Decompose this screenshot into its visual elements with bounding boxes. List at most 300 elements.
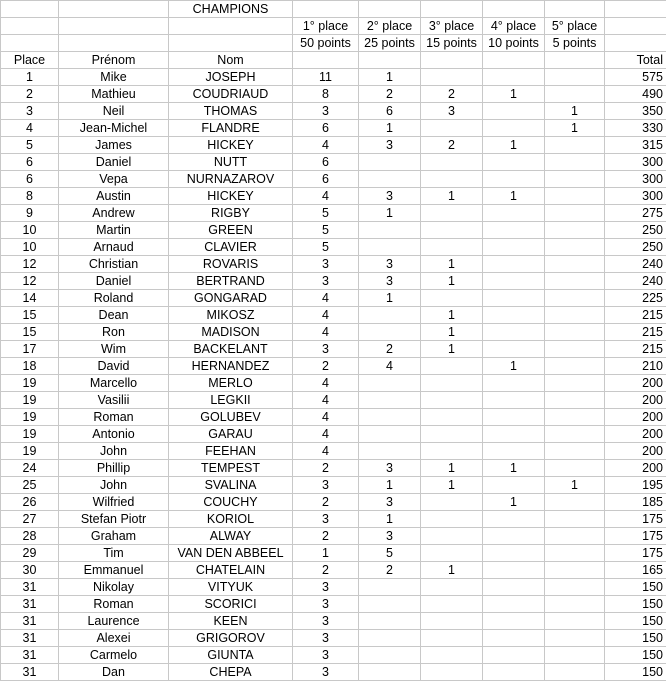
cell-nom[interactable]: GONGARAD (169, 290, 293, 307)
cell[interactable] (605, 1, 666, 18)
cell-1st[interactable]: 1 (293, 545, 359, 562)
cell-4th[interactable]: 1 (483, 460, 545, 477)
cell-1st[interactable]: 4 (293, 188, 359, 205)
cell-prenom[interactable]: Vasilii (59, 392, 169, 409)
cell[interactable] (169, 18, 293, 35)
cell-5th[interactable] (545, 375, 605, 392)
cell-5th[interactable] (545, 324, 605, 341)
cell-5th[interactable] (545, 579, 605, 596)
cell-1st[interactable]: 6 (293, 154, 359, 171)
cell-1st[interactable]: 4 (293, 307, 359, 324)
cell-total[interactable]: 150 (605, 647, 666, 664)
cell-place[interactable]: 31 (1, 596, 59, 613)
cell-place[interactable]: 19 (1, 409, 59, 426)
cell-place[interactable]: 30 (1, 562, 59, 579)
cell-total[interactable]: 575 (605, 69, 666, 86)
cell-5th[interactable]: 1 (545, 120, 605, 137)
cell-place[interactable]: 12 (1, 256, 59, 273)
cell-place[interactable]: 2 (1, 86, 59, 103)
cell-place[interactable]: 28 (1, 528, 59, 545)
cell-total[interactable]: 275 (605, 205, 666, 222)
cell-prenom[interactable]: Arnaud (59, 239, 169, 256)
cell-nom[interactable]: KORIOL (169, 511, 293, 528)
cell-2nd[interactable] (359, 426, 421, 443)
cell-3rd[interactable]: 1 (421, 460, 483, 477)
cell-3rd[interactable] (421, 154, 483, 171)
cell-total[interactable]: 210 (605, 358, 666, 375)
cell-place[interactable]: 31 (1, 664, 59, 681)
cell-nom[interactable]: ROVARIS (169, 256, 293, 273)
cell-3rd[interactable] (421, 290, 483, 307)
cell[interactable] (359, 52, 421, 69)
cell-4th[interactable] (483, 596, 545, 613)
cell-total[interactable]: 490 (605, 86, 666, 103)
cell-prenom[interactable]: Martin (59, 222, 169, 239)
cell-prenom[interactable]: Daniel (59, 273, 169, 290)
cell[interactable] (1, 35, 59, 52)
cell-total[interactable]: 200 (605, 375, 666, 392)
cell-4th[interactable] (483, 222, 545, 239)
cell-place[interactable]: 6 (1, 154, 59, 171)
cell-nom[interactable]: SVALINA (169, 477, 293, 494)
cell-place[interactable]: 24 (1, 460, 59, 477)
cell-3rd[interactable]: 2 (421, 86, 483, 103)
cell-3rd[interactable] (421, 375, 483, 392)
cell-prenom[interactable]: Roman (59, 596, 169, 613)
cell-prenom[interactable]: Tim (59, 545, 169, 562)
cell-3rd[interactable] (421, 630, 483, 647)
cell-place[interactable]: 17 (1, 341, 59, 358)
cell-3rd[interactable] (421, 171, 483, 188)
cell-nom[interactable]: TEMPEST (169, 460, 293, 477)
cell-nom[interactable]: FEEHAN (169, 443, 293, 460)
cell-5th[interactable] (545, 188, 605, 205)
cell-prenom[interactable]: Daniel (59, 154, 169, 171)
cell-3rd[interactable] (421, 222, 483, 239)
cell-4th[interactable] (483, 477, 545, 494)
cell-1st[interactable]: 3 (293, 103, 359, 120)
cell-2nd[interactable]: 3 (359, 188, 421, 205)
cell-4th[interactable]: 1 (483, 494, 545, 511)
cell-5th[interactable] (545, 86, 605, 103)
cell-3rd[interactable]: 2 (421, 137, 483, 154)
cell-4th[interactable]: 1 (483, 86, 545, 103)
cell-prenom[interactable]: Neil (59, 103, 169, 120)
cell-prenom[interactable]: Dan (59, 664, 169, 681)
cell-total[interactable]: 150 (605, 579, 666, 596)
cell-nom[interactable]: HERNANDEZ (169, 358, 293, 375)
cell-total[interactable]: 225 (605, 290, 666, 307)
cell-1st[interactable]: 2 (293, 358, 359, 375)
cell-5th[interactable] (545, 443, 605, 460)
cell-1st[interactable]: 3 (293, 664, 359, 681)
cell-2nd[interactable]: 1 (359, 205, 421, 222)
cell-1st[interactable]: 11 (293, 69, 359, 86)
cell-2nd[interactable] (359, 239, 421, 256)
cell-place[interactable]: 6 (1, 171, 59, 188)
cell-2nd[interactable] (359, 392, 421, 409)
cell-place[interactable]: 31 (1, 579, 59, 596)
header-2nd-points[interactable]: 25 points (359, 35, 421, 52)
cell-2nd[interactable]: 3 (359, 494, 421, 511)
cell-4th[interactable] (483, 375, 545, 392)
cell[interactable] (1, 1, 59, 18)
cell-1st[interactable]: 6 (293, 120, 359, 137)
cell-5th[interactable] (545, 409, 605, 426)
cell-1st[interactable]: 3 (293, 647, 359, 664)
cell-3rd[interactable] (421, 409, 483, 426)
cell-3rd[interactable]: 1 (421, 562, 483, 579)
cell-1st[interactable]: 5 (293, 222, 359, 239)
cell-total[interactable]: 300 (605, 171, 666, 188)
cell-2nd[interactable]: 1 (359, 290, 421, 307)
cell-nom[interactable]: ALWAY (169, 528, 293, 545)
cell-1st[interactable]: 2 (293, 528, 359, 545)
cell-5th[interactable] (545, 307, 605, 324)
cell[interactable] (421, 1, 483, 18)
cell-3rd[interactable]: 1 (421, 341, 483, 358)
cell-2nd[interactable] (359, 307, 421, 324)
cell-place[interactable]: 12 (1, 273, 59, 290)
cell-prenom[interactable]: Nikolay (59, 579, 169, 596)
header-2nd-place[interactable]: 2° place (359, 18, 421, 35)
cell-total[interactable]: 150 (605, 596, 666, 613)
cell-total[interactable]: 215 (605, 341, 666, 358)
cell-1st[interactable]: 3 (293, 273, 359, 290)
cell-total[interactable]: 175 (605, 545, 666, 562)
cell-4th[interactable] (483, 256, 545, 273)
cell-prenom[interactable]: Antonio (59, 426, 169, 443)
cell-nom[interactable]: CHATELAIN (169, 562, 293, 579)
cell-nom[interactable]: CLAVIER (169, 239, 293, 256)
cell-1st[interactable]: 4 (293, 290, 359, 307)
cell-5th[interactable] (545, 647, 605, 664)
cell-4th[interactable] (483, 392, 545, 409)
cell-3rd[interactable] (421, 69, 483, 86)
header-3rd-points[interactable]: 15 points (421, 35, 483, 52)
cell-1st[interactable]: 6 (293, 171, 359, 188)
cell-total[interactable]: 300 (605, 154, 666, 171)
cell-total[interactable]: 185 (605, 494, 666, 511)
cell-4th[interactable] (483, 290, 545, 307)
cell-1st[interactable]: 4 (293, 443, 359, 460)
cell-total[interactable]: 150 (605, 664, 666, 681)
cell-place[interactable]: 5 (1, 137, 59, 154)
cell-prenom[interactable]: Mike (59, 69, 169, 86)
cell-4th[interactable] (483, 511, 545, 528)
cell-total[interactable]: 165 (605, 562, 666, 579)
cell-3rd[interactable] (421, 392, 483, 409)
cell-2nd[interactable] (359, 647, 421, 664)
cell-2nd[interactable] (359, 664, 421, 681)
cell-nom[interactable]: LEGKII (169, 392, 293, 409)
cell-4th[interactable] (483, 171, 545, 188)
cell-5th[interactable] (545, 562, 605, 579)
cell-3rd[interactable]: 1 (421, 256, 483, 273)
cell-3rd[interactable]: 1 (421, 477, 483, 494)
cell-1st[interactable]: 3 (293, 630, 359, 647)
cell-3rd[interactable] (421, 494, 483, 511)
cell-nom[interactable]: CHEPA (169, 664, 293, 681)
cell-place[interactable]: 1 (1, 69, 59, 86)
cell[interactable] (169, 35, 293, 52)
cell-4th[interactable] (483, 103, 545, 120)
cell-4th[interactable] (483, 528, 545, 545)
cell-1st[interactable]: 3 (293, 613, 359, 630)
cell-nom[interactable]: THOMAS (169, 103, 293, 120)
cell-2nd[interactable] (359, 171, 421, 188)
cell-prenom[interactable]: Austin (59, 188, 169, 205)
cell[interactable] (605, 18, 666, 35)
cell-3rd[interactable] (421, 205, 483, 222)
cell[interactable] (545, 1, 605, 18)
cell-4th[interactable] (483, 664, 545, 681)
cell-5th[interactable] (545, 528, 605, 545)
cell-2nd[interactable] (359, 579, 421, 596)
header-total[interactable]: Total (605, 52, 666, 69)
cell-2nd[interactable] (359, 375, 421, 392)
header-4th-points[interactable]: 10 points (483, 35, 545, 52)
cell-4th[interactable]: 1 (483, 358, 545, 375)
cell-5th[interactable] (545, 613, 605, 630)
cell[interactable] (59, 1, 169, 18)
cell[interactable] (59, 18, 169, 35)
cell-prenom[interactable]: James (59, 137, 169, 154)
cell-place[interactable]: 19 (1, 375, 59, 392)
cell-prenom[interactable]: Wim (59, 341, 169, 358)
cell-4th[interactable] (483, 341, 545, 358)
cell-total[interactable]: 330 (605, 120, 666, 137)
cell[interactable] (359, 1, 421, 18)
cell-prenom[interactable]: John (59, 477, 169, 494)
cell-2nd[interactable]: 3 (359, 137, 421, 154)
cell-3rd[interactable] (421, 613, 483, 630)
cell-4th[interactable] (483, 273, 545, 290)
cell-nom[interactable]: VAN DEN ABBEEL (169, 545, 293, 562)
cell-1st[interactable]: 8 (293, 86, 359, 103)
cell-nom[interactable]: NURNAZAROV (169, 171, 293, 188)
cell-place[interactable]: 29 (1, 545, 59, 562)
cell-prenom[interactable]: Roman (59, 409, 169, 426)
cell-4th[interactable] (483, 443, 545, 460)
cell-3rd[interactable]: 1 (421, 307, 483, 324)
cell-prenom[interactable]: Christian (59, 256, 169, 273)
cell-total[interactable]: 240 (605, 256, 666, 273)
cell-total[interactable]: 240 (605, 273, 666, 290)
cell-prenom[interactable]: Graham (59, 528, 169, 545)
cell-nom[interactable]: FLANDRE (169, 120, 293, 137)
cell-2nd[interactable] (359, 443, 421, 460)
cell-nom[interactable]: MIKOSZ (169, 307, 293, 324)
cell-5th[interactable] (545, 358, 605, 375)
cell-place[interactable]: 18 (1, 358, 59, 375)
cell-5th[interactable] (545, 630, 605, 647)
cell-4th[interactable] (483, 562, 545, 579)
cell-4th[interactable] (483, 154, 545, 171)
cell-prenom[interactable]: Ron (59, 324, 169, 341)
cell-prenom[interactable]: Carmelo (59, 647, 169, 664)
cell-5th[interactable] (545, 341, 605, 358)
cell-2nd[interactable] (359, 613, 421, 630)
cell-place[interactable]: 31 (1, 613, 59, 630)
header-nom[interactable]: Nom (169, 52, 293, 69)
cell-nom[interactable]: BACKELANT (169, 341, 293, 358)
cell[interactable] (545, 52, 605, 69)
cell-3rd[interactable] (421, 120, 483, 137)
cell-4th[interactable] (483, 205, 545, 222)
cell-2nd[interactable]: 3 (359, 256, 421, 273)
cell-nom[interactable]: GOLUBEV (169, 409, 293, 426)
cell-prenom[interactable]: Vepa (59, 171, 169, 188)
cell-2nd[interactable]: 1 (359, 477, 421, 494)
cell-4th[interactable] (483, 307, 545, 324)
cell-total[interactable]: 150 (605, 613, 666, 630)
cell-total[interactable]: 175 (605, 528, 666, 545)
header-5th-points[interactable]: 5 points (545, 35, 605, 52)
cell-2nd[interactable] (359, 630, 421, 647)
cell-1st[interactable]: 3 (293, 341, 359, 358)
cell-3rd[interactable] (421, 426, 483, 443)
cell-prenom[interactable]: Mathieu (59, 86, 169, 103)
cell-2nd[interactable] (359, 154, 421, 171)
cell-4th[interactable] (483, 613, 545, 630)
cell-total[interactable]: 250 (605, 239, 666, 256)
cell-total[interactable]: 200 (605, 426, 666, 443)
cell-2nd[interactable]: 1 (359, 69, 421, 86)
cell-4th[interactable] (483, 324, 545, 341)
cell-5th[interactable] (545, 273, 605, 290)
cell-5th[interactable] (545, 154, 605, 171)
cell-2nd[interactable]: 1 (359, 120, 421, 137)
cell-5th[interactable]: 1 (545, 103, 605, 120)
cell-place[interactable]: 8 (1, 188, 59, 205)
cell-1st[interactable]: 4 (293, 137, 359, 154)
cell-prenom[interactable]: John (59, 443, 169, 460)
cell-place[interactable]: 15 (1, 324, 59, 341)
cell-2nd[interactable] (359, 324, 421, 341)
cell-nom[interactable]: MERLO (169, 375, 293, 392)
cell-1st[interactable]: 4 (293, 324, 359, 341)
cell-2nd[interactable]: 5 (359, 545, 421, 562)
cell[interactable] (293, 1, 359, 18)
cell-5th[interactable] (545, 171, 605, 188)
cell-place[interactable]: 25 (1, 477, 59, 494)
cell-total[interactable]: 200 (605, 392, 666, 409)
cell-total[interactable]: 200 (605, 409, 666, 426)
cell-nom[interactable]: GARAU (169, 426, 293, 443)
cell-place[interactable]: 4 (1, 120, 59, 137)
cell-place[interactable]: 15 (1, 307, 59, 324)
cell[interactable] (1, 18, 59, 35)
cell-nom[interactable]: VITYUK (169, 579, 293, 596)
header-1st-points[interactable]: 50 points (293, 35, 359, 52)
cell-place[interactable]: 19 (1, 426, 59, 443)
cell-3rd[interactable] (421, 511, 483, 528)
cell-prenom[interactable]: Laurence (59, 613, 169, 630)
cell-prenom[interactable]: Stefan Piotr (59, 511, 169, 528)
cell-1st[interactable]: 4 (293, 392, 359, 409)
cell-prenom[interactable]: Emmanuel (59, 562, 169, 579)
cell-2nd[interactable]: 3 (359, 528, 421, 545)
cell-3rd[interactable] (421, 545, 483, 562)
header-3rd-place[interactable]: 3° place (421, 18, 483, 35)
cell[interactable] (605, 35, 666, 52)
cell-5th[interactable] (545, 256, 605, 273)
cell-1st[interactable]: 3 (293, 256, 359, 273)
cell-5th[interactable] (545, 596, 605, 613)
cell-5th[interactable] (545, 222, 605, 239)
cell-3rd[interactable] (421, 596, 483, 613)
cell-3rd[interactable]: 1 (421, 273, 483, 290)
cell-3rd[interactable] (421, 358, 483, 375)
cell-nom[interactable]: COUCHY (169, 494, 293, 511)
cell-5th[interactable] (545, 545, 605, 562)
cell-5th[interactable] (545, 494, 605, 511)
cell-total[interactable]: 150 (605, 630, 666, 647)
cell-3rd[interactable] (421, 664, 483, 681)
header-1st-place[interactable]: 1° place (293, 18, 359, 35)
cell-3rd[interactable] (421, 579, 483, 596)
cell-prenom[interactable]: Marcello (59, 375, 169, 392)
cell-total[interactable]: 200 (605, 460, 666, 477)
cell-nom[interactable]: RIGBY (169, 205, 293, 222)
cell-3rd[interactable] (421, 239, 483, 256)
cell-place[interactable]: 19 (1, 443, 59, 460)
cell-2nd[interactable]: 6 (359, 103, 421, 120)
cell-1st[interactable]: 3 (293, 579, 359, 596)
cell-total[interactable]: 195 (605, 477, 666, 494)
cell-place[interactable]: 26 (1, 494, 59, 511)
cell-total[interactable]: 175 (605, 511, 666, 528)
cell-4th[interactable] (483, 647, 545, 664)
cell-nom[interactable]: NUTT (169, 154, 293, 171)
cell-5th[interactable] (545, 460, 605, 477)
cell-nom[interactable]: SCORICI (169, 596, 293, 613)
cell-2nd[interactable] (359, 409, 421, 426)
cell-prenom[interactable]: Roland (59, 290, 169, 307)
cell-5th[interactable] (545, 69, 605, 86)
cell-prenom[interactable]: Wilfried (59, 494, 169, 511)
cell-5th[interactable] (545, 239, 605, 256)
cell-place[interactable]: 10 (1, 222, 59, 239)
cell-prenom[interactable]: Andrew (59, 205, 169, 222)
cell-prenom[interactable]: Jean-Michel (59, 120, 169, 137)
cell-total[interactable]: 215 (605, 324, 666, 341)
cell-1st[interactable]: 4 (293, 375, 359, 392)
cell-nom[interactable]: JOSEPH (169, 69, 293, 86)
cell-4th[interactable]: 1 (483, 137, 545, 154)
cell-total[interactable]: 200 (605, 443, 666, 460)
cell-1st[interactable]: 3 (293, 511, 359, 528)
cell-place[interactable]: 14 (1, 290, 59, 307)
cell[interactable] (421, 52, 483, 69)
cell-1st[interactable]: 4 (293, 426, 359, 443)
cell[interactable] (59, 35, 169, 52)
cell-2nd[interactable]: 2 (359, 86, 421, 103)
cell-1st[interactable]: 5 (293, 205, 359, 222)
sheet-title[interactable]: CHAMPIONS (169, 1, 293, 18)
cell-place[interactable]: 27 (1, 511, 59, 528)
cell-4th[interactable] (483, 120, 545, 137)
cell-3rd[interactable] (421, 647, 483, 664)
cell-2nd[interactable]: 2 (359, 562, 421, 579)
cell-4th[interactable] (483, 545, 545, 562)
cell-3rd[interactable]: 3 (421, 103, 483, 120)
cell-2nd[interactable] (359, 596, 421, 613)
cell-4th[interactable] (483, 239, 545, 256)
cell-4th[interactable]: 1 (483, 188, 545, 205)
cell-nom[interactable]: KEEN (169, 613, 293, 630)
